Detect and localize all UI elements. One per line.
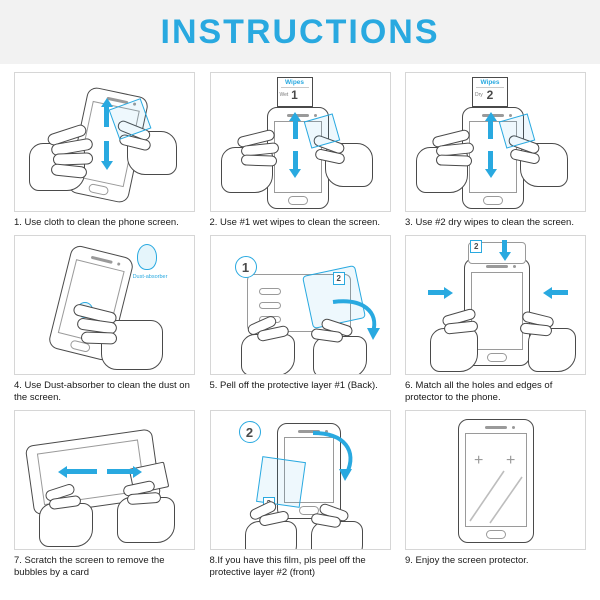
step-illustration-8 (210, 410, 391, 550)
phone-home-button-icon (486, 530, 506, 539)
phone-home-button-icon (487, 353, 507, 362)
arrow-down-icon (289, 169, 301, 178)
label-tab-2: 2 (470, 240, 482, 253)
step-caption: 2. Use #1 wet wipes to clean the screen. (209, 217, 381, 228)
arrow-up-icon (289, 112, 301, 121)
step-cell-4 (14, 235, 195, 404)
arrow-down-icon (499, 252, 511, 261)
protector-hole (259, 302, 281, 309)
step-illustration-5 (210, 235, 391, 375)
arrow-up-stem (293, 121, 298, 139)
peel-arrow-icon (307, 429, 361, 485)
step-caption: 3. Use #2 dry wipes to clean the screen. (405, 217, 574, 228)
step-caption: 8.If you have this film, pls peel off the protective layer #2 (front) (209, 555, 366, 578)
phone-speaker-icon (91, 256, 113, 264)
step-caption: 7. Scratch the screen to remove the bubbles by a card (14, 555, 165, 578)
phone-camera-icon (512, 426, 515, 429)
shine-plus-icon: + (474, 452, 484, 469)
wet-wipes-packet: Wipes 1 Wet (277, 77, 313, 107)
arrow-up-stem (104, 107, 109, 127)
phone-speaker-icon (485, 426, 507, 429)
shine-plus-icon: + (506, 452, 516, 469)
phone-camera-icon (509, 114, 512, 117)
step-caption: 4. Use Dust-absorber to clean the dust on the screen. (14, 380, 190, 403)
arrow-down-icon (101, 161, 113, 170)
steps-row-3 (14, 410, 586, 579)
phone-speaker-icon (486, 265, 508, 268)
step-illustration-9 (405, 410, 586, 550)
arrow-up-icon (485, 112, 497, 121)
arrow-right-stem (107, 469, 133, 474)
arrow-down-icon (485, 169, 497, 178)
phone-home-button-icon (288, 196, 308, 205)
arrow-left-icon (58, 466, 67, 478)
step-illustration-2 (210, 72, 391, 212)
dust-absorber-label: Dust-absorber (132, 274, 168, 280)
step-illustration-6 (405, 235, 586, 375)
phone-camera-icon (513, 265, 516, 268)
arrow-down-stem (488, 151, 493, 169)
arrow-right-icon (133, 466, 142, 478)
step-caption: 1. Use cloth to clean the phone screen. (14, 217, 179, 228)
phone-screen (471, 272, 523, 350)
dry-wipes-packet: Wipes 2 Dry (472, 77, 508, 107)
step-caption: 9. Enjoy the screen protector. (405, 555, 529, 566)
arrow-down-stem (502, 240, 507, 252)
step-illustration-3 (405, 72, 586, 212)
phone-home-button-icon (483, 196, 503, 205)
arrow-right-icon (444, 287, 453, 299)
label-circle-2: 2 (239, 421, 261, 443)
arrow-up-stem (488, 121, 493, 139)
step-cell-3 (405, 72, 586, 229)
phone-camera-icon (117, 262, 121, 266)
steps-row-1 (14, 72, 586, 229)
step-cell-6 (405, 235, 586, 404)
dust-absorber-icon (137, 244, 157, 270)
step-cell-8 (210, 410, 391, 579)
phone-camera-icon (314, 114, 317, 117)
arrow-up-icon (101, 98, 113, 107)
arrow-right-stem (428, 290, 444, 295)
arrow-left-stem (67, 469, 97, 474)
steps-grid (0, 64, 600, 591)
label-circle-1: 1 (235, 256, 257, 278)
label-tab-2: 2 (333, 272, 345, 285)
step-caption: 5. Pell off the protective layer #1 (Back). (209, 380, 378, 391)
protector-hole (259, 288, 281, 295)
step-cell-5 (210, 235, 391, 404)
shine-lines-icon (464, 467, 528, 529)
arrow-down-stem (104, 141, 109, 161)
page-header (0, 0, 600, 64)
arrow-down-stem (293, 151, 298, 169)
step-cell-2 (210, 72, 391, 229)
arrow-left-icon (543, 287, 552, 299)
phone-home-button-icon (88, 183, 109, 196)
step-cell-1 (14, 72, 195, 229)
arrow-left-stem (552, 290, 568, 295)
steps-row-2 (14, 235, 586, 404)
step-illustration-4 (14, 235, 195, 375)
step-cell-7 (14, 410, 195, 579)
page-title: INSTRUCTIONS (160, 12, 440, 51)
step-caption: 6. Match all the holes and edges of protector to the phone. (405, 380, 553, 403)
step-illustration-7 (14, 410, 195, 550)
step-cell-9 (405, 410, 586, 579)
step-illustration-1 (14, 72, 195, 212)
